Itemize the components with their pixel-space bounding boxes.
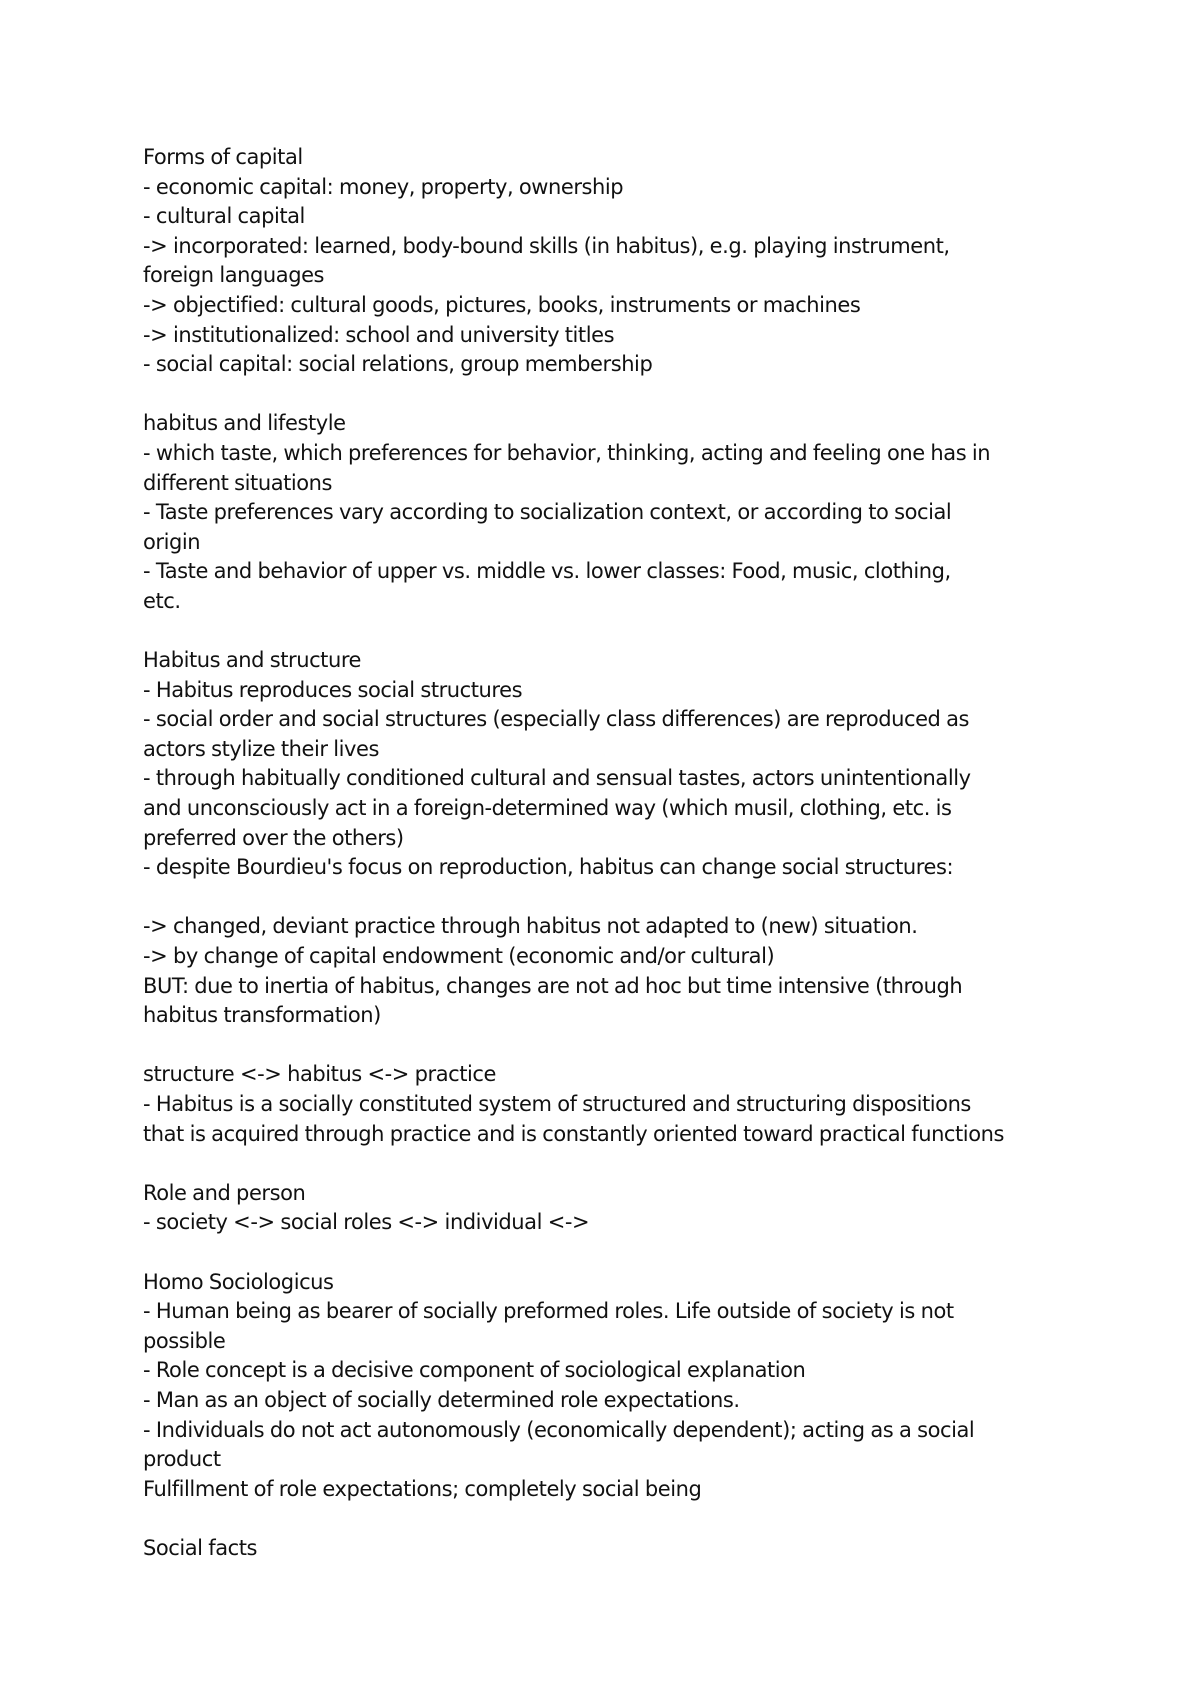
- blank-line: [143, 380, 1073, 410]
- text-line: structure <-> habitus <-> practice: [143, 1062, 496, 1087]
- text-line: -> changed, deviant practice through habitus not adapted to (new) situation.: [143, 914, 918, 939]
- text-line: - society <-> social roles <-> individual <->: [143, 1210, 590, 1235]
- text-line: - Taste preferences vary according to socialization context, or according to social: [143, 500, 952, 525]
- blank-line: [143, 1504, 1073, 1534]
- text-line: - economic capital: money, property, ownership: [143, 174, 624, 199]
- text-line: Fulfillment of role expectations; completely social being: [143, 1476, 702, 1501]
- blank-line: [143, 1149, 1073, 1179]
- text-line: that is acquired through practice and is constantly oriented toward practical functions: [143, 1121, 1004, 1146]
- text-line: origin: [143, 529, 201, 554]
- text-line: actors stylize their lives: [143, 736, 380, 761]
- text-line: foreign languages: [143, 263, 325, 288]
- text-line: - through habitually conditioned cultural and sensual tastes, actors unintentionally: [143, 766, 971, 791]
- text-line: Role and person: [143, 1180, 306, 1205]
- text-line: Forms of capital: [143, 145, 303, 169]
- text-line: -> incorporated: learned, body-bound skills (in habitus), e.g. playing instrument,: [143, 233, 950, 258]
- blank-line: [143, 1238, 1073, 1268]
- text-line: possible: [143, 1328, 226, 1353]
- text-line: - Man as an object of socially determined role expectations.: [143, 1387, 740, 1412]
- text-line: - Role concept is a decisive component of sociological explanation: [143, 1358, 806, 1383]
- text-line: product: [143, 1447, 221, 1472]
- text-line: - cultural capital: [143, 204, 305, 229]
- text-line: - social order and social structures (especially class differences) are reproduced as: [143, 707, 970, 732]
- document-body: [143, 143, 1073, 1564]
- text-line: Habitus and structure: [143, 648, 362, 673]
- text-line: - social capital: social relations, group membership: [143, 352, 653, 377]
- text-line: - Habitus is a socially constituted system of structured and structuring dispositions: [143, 1092, 971, 1116]
- text-line: - despite Bourdieu's focus on reproduction, habitus can change social structures:: [143, 855, 954, 880]
- text-line: habitus transformation): [143, 1003, 381, 1028]
- blank-line: [143, 883, 1073, 913]
- text-line: etc.: [143, 588, 181, 613]
- text-line: - which taste, which preferences for behavior, thinking, acting and feeling one has in: [143, 440, 991, 465]
- text-line: habitus and lifestyle: [143, 411, 346, 436]
- text-line: different situations: [143, 470, 333, 495]
- blank-line: [143, 1031, 1073, 1061]
- text-line: preferred over the others): [143, 825, 404, 850]
- text-line: -> institutionalized: school and university titles: [143, 322, 615, 347]
- text-line: - Human being as bearer of socially preformed roles. Life outside of society is not: [143, 1299, 954, 1324]
- text-line: - Taste and behavior of upper vs. middle vs. lower classes: Food, music, clothing,: [143, 559, 951, 584]
- blank-line: [143, 617, 1073, 647]
- text-line: - Individuals do not act autonomously (economically dependent); acting as a social: [143, 1417, 975, 1442]
- text-line: BUT: due to inertia of habitus, changes are not ad hoc but time intensive (through: [143, 973, 963, 998]
- text-line: Social facts: [143, 1535, 258, 1560]
- text-line: Homo Sociologicus: [143, 1269, 334, 1294]
- text-line: - Habitus reproduces social structures: [143, 677, 523, 702]
- text-line: -> objectified: cultural goods, pictures, books, instruments or machines: [143, 292, 861, 317]
- text-line: and unconsciously act in a foreign-determined way (which musil, clothing, etc. is: [143, 796, 952, 821]
- text-line: -> by change of capital endowment (economic and/or cultural): [143, 944, 775, 969]
